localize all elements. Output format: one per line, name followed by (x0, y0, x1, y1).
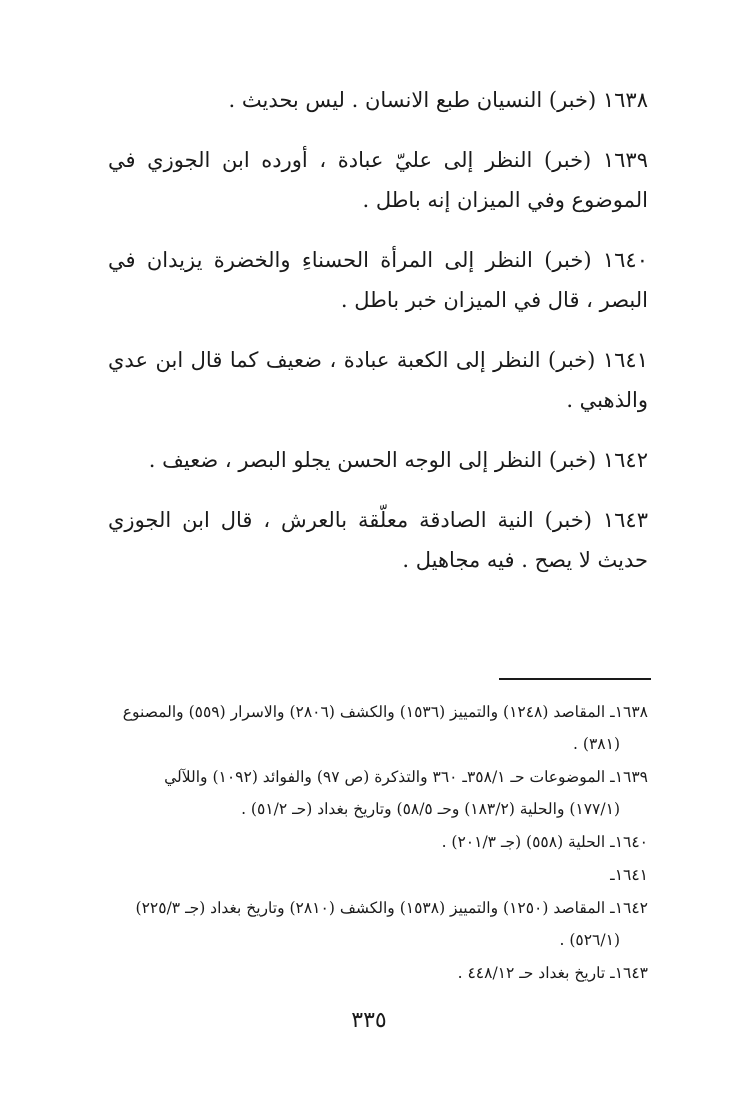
entry-1643 (108, 500, 648, 580)
entry-number: ١٦٣٩ (602, 148, 648, 172)
footnote-continuation: (٣٨١) . (573, 735, 620, 753)
entry-text: (خبر) النسيان طبع الانسان . ليس بحديث . (228, 88, 597, 112)
entry-1640 (108, 240, 648, 320)
footnote-text: ١٦٤١ـ (610, 866, 648, 884)
footnote-1642 (108, 892, 648, 956)
entry-1641 (108, 340, 648, 420)
footnote-text: ١٦٤٣ـ تاريخ بغداد حـ ٤٤٨/١٢ . (457, 964, 648, 982)
footnote-continuation: (١٧٧/١) والحلية (١٨٣/٢) وحـ ٥٨/٥) وتاريخ بغداد (حـ ٥١/٢) . (241, 800, 620, 818)
footnote-1639 (108, 761, 648, 825)
entry-text: (خبر) النية الصادقة معلّقة بالعرش ، قال ابن الجوزي حديث لا يصح . فيه مجاهيل . (108, 508, 648, 572)
entry-text: (خبر) النظر إلى الكعبة عبادة ، ضعيف كما قال ابن عدي والذهبي . (108, 348, 648, 412)
entry-text: (خبر) النظر إلى عليّ عبادة ، أورده ابن الجوزي في الموضوع وفي الميزان إنه باطل . (108, 148, 648, 212)
hadith-entries (108, 80, 648, 600)
footnote-1640 (108, 826, 648, 858)
footnote-divider (499, 678, 651, 680)
footnote-1643 (108, 957, 648, 989)
entry-number: ١٦٣٨ (602, 88, 648, 112)
footnote-1641 (108, 859, 648, 891)
entry-1642 (108, 440, 648, 480)
entry-number: ١٦٤٣ (602, 508, 648, 532)
entry-number: ١٦٤٢ (602, 448, 648, 472)
footnotes (108, 696, 648, 990)
footnote-1638 (108, 696, 648, 760)
entry-number: ١٦٤٠ (602, 248, 648, 272)
footnote-text: ١٦٤٢ـ المقاصد (١٢٥٠) والتمييز (١٥٣٨) والكشف (٢٨١٠) وتاريخ بغداد (جـ ٢٢٥/٣) (135, 899, 648, 917)
footnote-text: ١٦٣٩ـ الموضوعات حـ ٣٥٨/١ـ ٣٦٠ والتذكرة (ص ٩٧) والفوائد (١٠٩٢) واللآلي (164, 768, 648, 786)
footnote-text: ١٦٣٨ـ المقاصد (١٢٤٨) والتمييز (١٥٣٦) والكشف (٢٨٠٦) والاسرار (٥٥٩) والمصنوع (122, 703, 648, 721)
entry-1638 (108, 80, 648, 120)
entry-1639 (108, 140, 648, 220)
page-number: ٣٣٥ (351, 1008, 387, 1033)
entry-number: ١٦٤١ (602, 348, 648, 372)
footnote-text: ١٦٤٠ـ الحلية (٥٥٨) (جـ ٢٠١/٣) . (441, 833, 648, 851)
footnote-continuation: (٥٢٦/١) . (559, 931, 620, 949)
entry-text: (خبر) النظر إلى المرأة الحسناءِ والخضرة يزيدان في البصر ، قال في الميزان خبر باطل . (108, 248, 648, 312)
entry-text: (خبر) النظر إلى الوجه الحسن يجلو البصر ، ضعيف . (148, 448, 597, 472)
